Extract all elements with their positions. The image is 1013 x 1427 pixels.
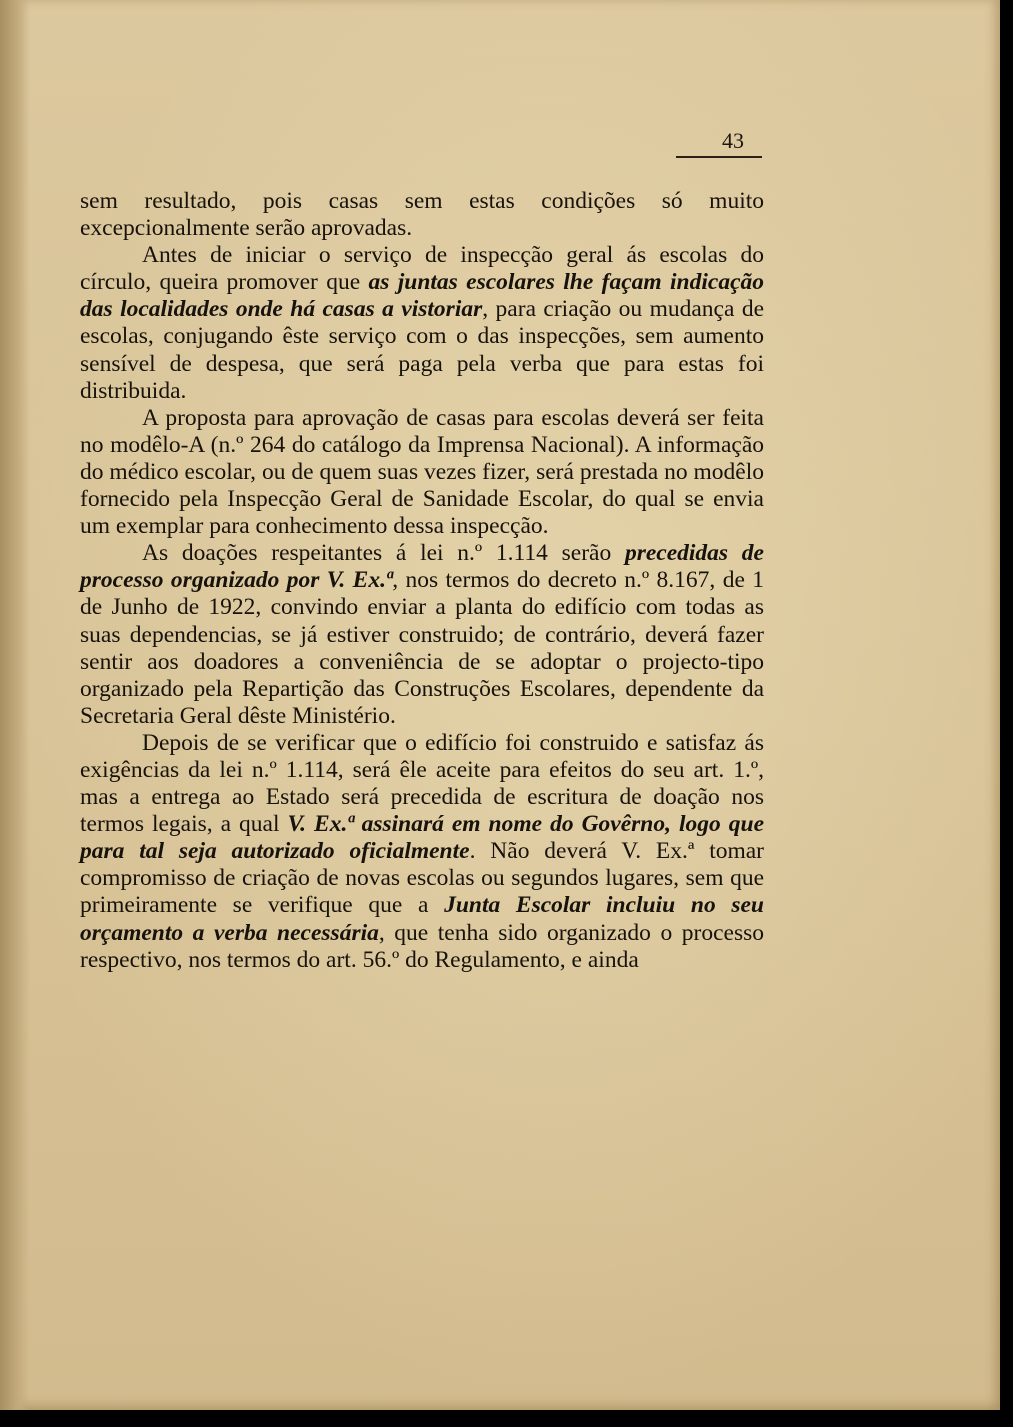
paragraph-proposal <box>80 405 764 540</box>
page-spine-shadow <box>0 0 30 1410</box>
text-segment: Antes de iniciar o serviço de inspecção geral ás escolas do círculo, queira promover que <box>80 242 764 296</box>
emphasized-text: V. Ex.ª assinará em nome do Govêrno, logo que para tal seja autorizado oficialmente <box>80 811 764 865</box>
text-segment: , que tenha sido organizado o processo respectivo, nos termos do art. 56.º do Regulamento, e ainda <box>80 919 764 973</box>
emphasized-text: as juntas escolares lhe façam indicação das localidades onde há casas a vistoriar <box>80 269 764 323</box>
text-segment: Depois de se verificar que o edifício foi construido e satisfaz ás exigências da lei n.º 1.114, será êle aceite para efeitos do seu art. 1.º, mas a entrega ao Estado será precedida de escritura de doação nos termos legais, a qual <box>80 729 764 838</box>
paragraph-acceptance <box>80 730 764 974</box>
page-number: 43 <box>722 128 744 153</box>
paragraph-inspection <box>80 242 764 405</box>
emphasized-text: Junta Escolar incluiu no seu orçamento a verba necessária <box>80 892 764 946</box>
text-segment: As doações respeitantes á lei n.º 1.114 serão <box>142 540 625 567</box>
paragraph-continuation <box>80 188 764 242</box>
text-segment: sem resultado, pois casas sem estas condições só muito excepcionalmente serão aprovadas. <box>80 188 764 242</box>
page-number-rule <box>676 156 762 158</box>
emphasized-text: precedidas de processo organizado por V. Ex.ª <box>80 540 764 594</box>
text-segment: A proposta para aprovação de casas para escolas deverá ser feita no modêlo-A (n.º 264 do catálogo da Imprensa Nacional). A informação do médico escolar, ou de quem suas vezes fizer, será prestada no modêlo fornecido pela Inspecção Geral de Sanidade Escolar, do qual se envia um exemplar para conhecimento dessa inspecção. <box>80 404 764 540</box>
text-segment: . Não deverá V. Ex.ª tomar compromisso de criação de novas escolas ou segundos lugares, sem que primeiramente se verifique que a <box>80 838 765 919</box>
text-segment: , nos termos do decreto n.º 8.167, de 1 de Junho de 1922, convindo enviar a planta do edifício com todas as suas dependencias, se já estiver construido; de contrário, deverá fazer sentir aos doadores a conveniência de se adoptar o projecto-tipo organizado pela Repartição das Construções Escolares, dependente da Secretaria Geral dêste Ministério. <box>80 567 765 729</box>
text-segment: , para criação ou mudança de escolas, conjugando êste serviço com o das inspecções, sem aumento sensível de despesa, que será paga pela verba que para estas foi distribuida. <box>80 296 765 404</box>
body-text <box>80 188 764 974</box>
paragraph-donations <box>80 540 764 730</box>
